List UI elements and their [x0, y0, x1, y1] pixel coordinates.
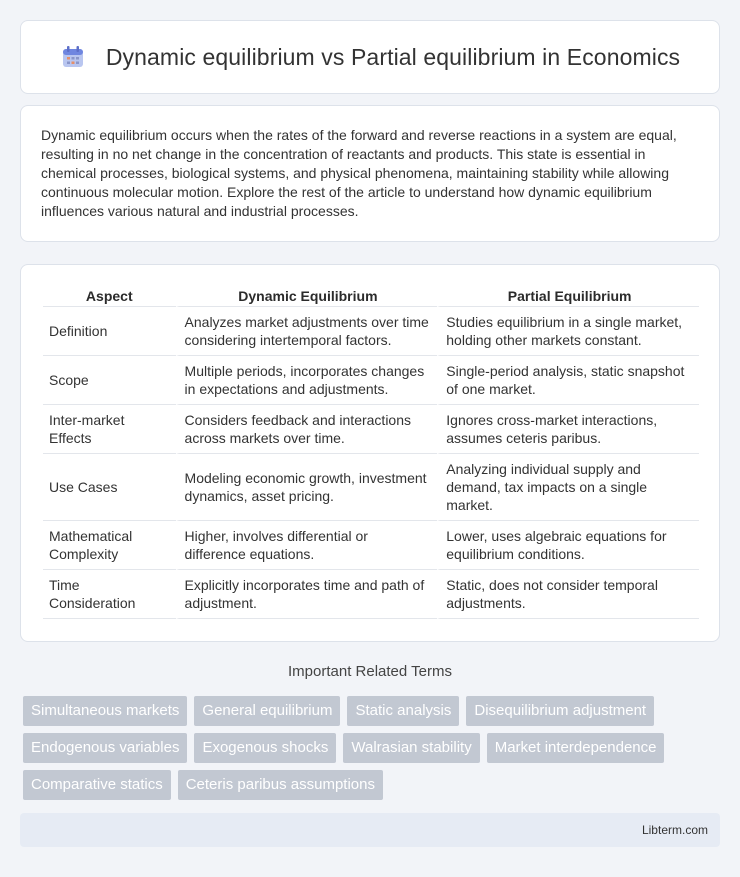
comparison-card [20, 264, 720, 642]
cell-aspect: Time Consideration [43, 570, 176, 619]
tag-row [23, 770, 723, 800]
tag-general-equilibrium[interactable]: General equilibrium [194, 696, 340, 726]
cell-aspect: Mathematical Complexity [43, 521, 176, 570]
cell-dynamic: Multiple periods, incorporates changes in expectations and adjustments. [176, 356, 438, 405]
comparison-table [43, 287, 699, 619]
table-header-row [43, 287, 699, 307]
cell-dynamic: Explicitly incorporates time and path of adjustment. [176, 570, 438, 619]
cell-partial: Studies equilibrium in a single market, holding other markets constant. [437, 307, 699, 356]
tag-row [23, 696, 723, 726]
footer [20, 813, 720, 847]
tag-exogenous-shocks[interactable]: Exogenous shocks [194, 733, 336, 763]
tag-walrasian-stability[interactable]: Walrasian stability [343, 733, 479, 763]
tag-disequilibrium-adjustment[interactable]: Disequilibrium adjustment [466, 696, 654, 726]
intro-text: Dynamic equilibrium occurs when the rates of the forward and reverse reactions in a system are equal, resulting in no net change in the concentration of reactants and products. This state is essential in chemical processes, biological systems, and physical phenomena, maintaining stability while allowing continuous molecular motion. Explore the rest of the article to understand how dynamic equilibrium influences various natural and industrial processes. [41, 127, 677, 219]
tag-comparative-statics[interactable]: Comparative statics [23, 770, 171, 800]
table-row [43, 405, 699, 454]
calendar-icon [60, 44, 86, 70]
cell-aspect: Definition [43, 307, 176, 356]
cell-dynamic: Higher, involves differential or difference equations. [176, 521, 438, 570]
cell-partial: Static, does not consider temporal adjustments. [437, 570, 699, 619]
cell-partial: Lower, uses algebraic equations for equilibrium conditions. [437, 521, 699, 570]
header-dynamic: Dynamic Equilibrium [176, 287, 438, 307]
tag-endogenous-variables[interactable]: Endogenous variables [23, 733, 187, 763]
table-row [43, 356, 699, 405]
table-row [43, 570, 699, 619]
header-aspect: Aspect [43, 287, 176, 307]
tag-simultaneous-markets[interactable]: Simultaneous markets [23, 696, 187, 726]
intro-card [20, 105, 720, 242]
related-terms-list [23, 696, 723, 807]
header-partial: Partial Equilibrium [437, 287, 699, 307]
cell-aspect: Scope [43, 356, 176, 405]
page-title: Dynamic equilibrium vs Partial equilibrium in Economics [105, 43, 681, 70]
tag-static-analysis[interactable]: Static analysis [347, 696, 459, 726]
footer-site-link[interactable]: Libterm.com [641, 823, 708, 837]
cell-partial: Analyzing individual supply and demand, tax impacts on a single market. [437, 454, 699, 521]
tag-row [23, 733, 723, 763]
cell-dynamic: Modeling economic growth, investment dynamics, asset pricing. [176, 454, 438, 521]
tag-ceteris-paribus-assumptions[interactable]: Ceteris paribus assumptions [178, 770, 383, 800]
related-terms-title: Important Related Terms [288, 663, 452, 680]
cell-partial: Single-period analysis, static snapshot of one market. [437, 356, 699, 405]
table-row [43, 454, 699, 521]
cell-dynamic: Analyzes market adjustments over time considering intertemporal factors. [176, 307, 438, 356]
cell-dynamic: Considers feedback and interactions across markets over time. [176, 405, 438, 454]
cell-partial: Ignores cross-market interactions, assumes ceteris paribus. [437, 405, 699, 454]
tag-market-interdependence[interactable]: Market interdependence [487, 733, 665, 763]
cell-aspect: Inter-market Effects [43, 405, 176, 454]
cell-aspect: Use Cases [43, 454, 176, 521]
table-row [43, 307, 699, 356]
title-card [20, 20, 720, 94]
table-row [43, 521, 699, 570]
